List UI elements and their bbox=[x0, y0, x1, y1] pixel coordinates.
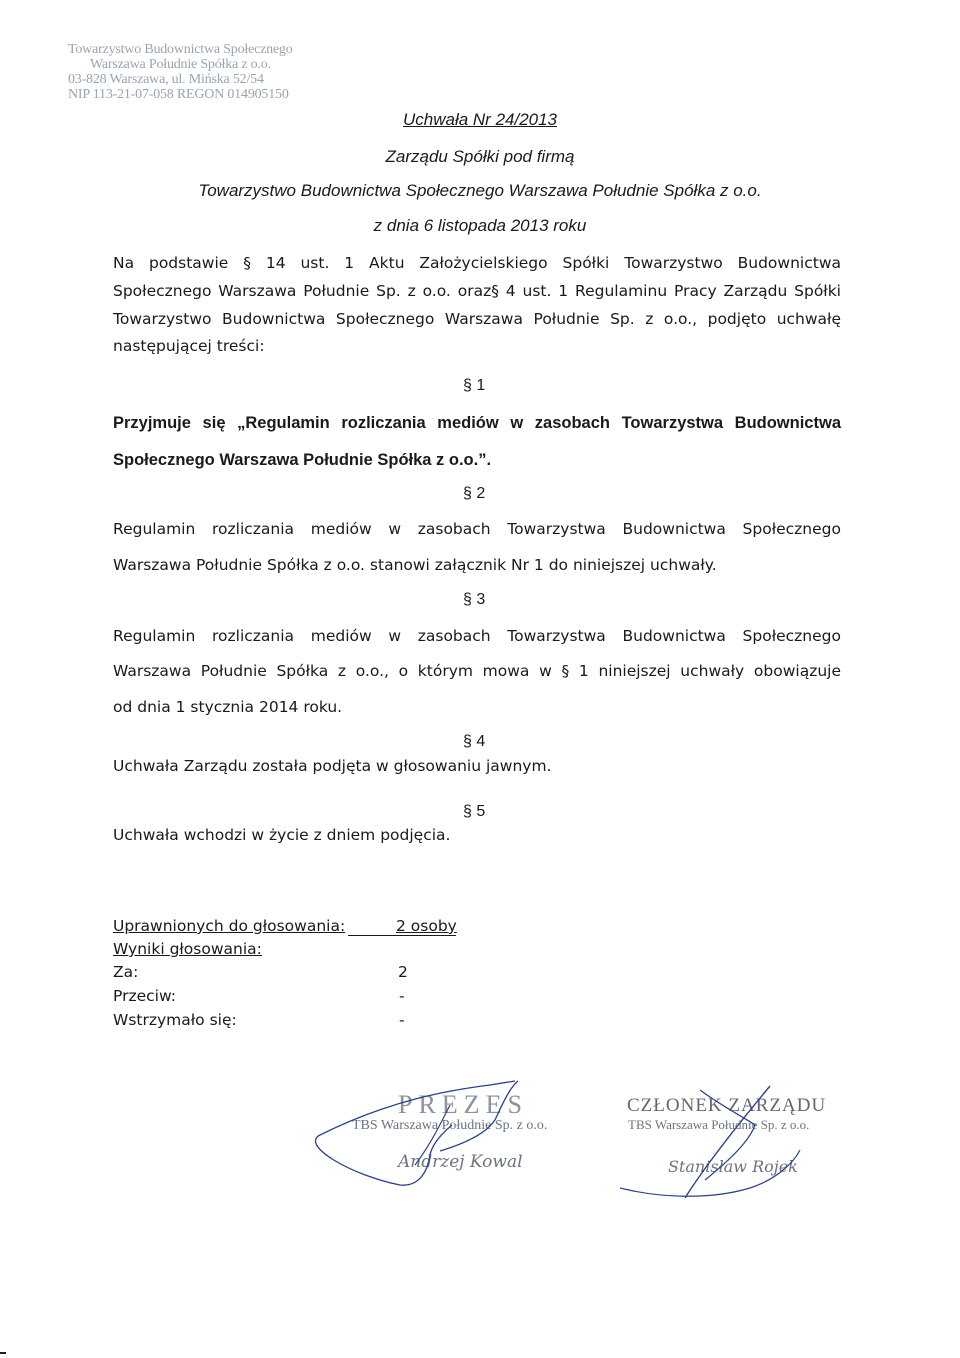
section-2-text: Warszawa Południe Spółka z o.o. stanowi załącznik Nr 1 do niniejszej uchwały. bbox=[113, 556, 717, 574]
eligible-underline bbox=[348, 935, 456, 936]
signature-name: Andrzej Kowal bbox=[398, 1152, 523, 1172]
company-line: Towarzystwo Budownictwa Społecznego Warszawa Południe Spółka z o.o. bbox=[198, 181, 762, 200]
section-1-text: Przyjmuje się „Regulamin rozliczania mediów w zasobach Towarzystwa Budownictwa bbox=[113, 414, 841, 432]
signature-name: Stanisław Rojek bbox=[668, 1157, 798, 1176]
company-stamp bbox=[68, 42, 293, 102]
eligible-value: 2 osoby bbox=[396, 917, 457, 935]
stamp-line: NIP 113-21-07-058 REGON 014905150 bbox=[68, 87, 289, 102]
signature-company: TBS Warszawa Południe Sp. z o.o. bbox=[628, 1117, 810, 1132]
section-heading: § 1 bbox=[463, 377, 486, 394]
section-heading: § 4 bbox=[463, 733, 486, 750]
vote-value: - bbox=[399, 987, 405, 1005]
section-2-text: Regulamin rozliczania mediów w zasobach Towarzystwa Budownictwa Społecznego bbox=[113, 520, 841, 538]
signature-role: PREZES bbox=[398, 1090, 528, 1119]
stamp-line: Warszawa Południe Spółka z o.o. bbox=[90, 57, 271, 72]
section-4-text: Uchwała Zarządu została podjęta w głosowaniu jawnym. bbox=[113, 757, 552, 775]
section-3-text: Warszawa Południe Spółka z o.o., o którym mowa w § 1 niniejszej uchwały obowiązuje bbox=[113, 662, 841, 680]
preamble-line: następującej treści: bbox=[113, 337, 265, 355]
vote-value: 2 bbox=[398, 963, 408, 981]
vote-label: Przeciw: bbox=[113, 987, 176, 1005]
section-3-text: Regulamin rozliczania mediów w zasobach Towarzystwa Budownictwa Społecznego bbox=[113, 627, 841, 645]
eligible-label: Uprawnionych do głosowania: bbox=[113, 917, 346, 935]
handwritten-signature-left bbox=[290, 1075, 530, 1190]
stamp-line: 03-828 Warszawa, ul. Mińska 52/54 bbox=[68, 72, 264, 87]
section-3-text: od dnia 1 stycznia 2014 roku. bbox=[113, 698, 343, 716]
board-line: Zarządu Spółki pod firmą bbox=[385, 147, 575, 166]
vote-value: - bbox=[399, 1011, 405, 1029]
signature-company: TBS Warszawa Południe Sp. z o.o. bbox=[352, 1118, 548, 1133]
preamble-line: Społecznego Warszawa Południe Sp. z o.o. oraz§ 4 ust. 1 Regulaminu Pracy Zarządu Spółki bbox=[113, 282, 841, 300]
section-heading: § 2 bbox=[463, 485, 486, 502]
stamp-line: Towarzystwo Budownictwa Społecznego bbox=[68, 42, 293, 57]
section-5-text: Uchwała wchodzi w życie z dniem podjęcia. bbox=[113, 826, 451, 844]
vote-label: Za: bbox=[113, 963, 139, 981]
section-heading: § 5 bbox=[463, 803, 486, 820]
resolution-title: Uchwała Nr 24/2013 bbox=[402, 110, 558, 129]
preamble-line: Na podstawie § 14 ust. 1 Aktu Założycielskiego Spółki Towarzystwo Budownictwa bbox=[113, 254, 841, 272]
margin-mark bbox=[0, 1352, 6, 1354]
handwritten-signature-right bbox=[620, 1080, 820, 1205]
preamble-line: Towarzystwo Budownictwa Społecznego Warszawa Południe Sp. z o.o., podjęto uchwałę bbox=[113, 310, 841, 328]
vote-label: Wstrzymało się: bbox=[113, 1011, 237, 1029]
date-line: z dnia 6 listopada 2013 roku bbox=[373, 216, 587, 235]
signature-role: CZŁONEK ZARZĄDU bbox=[627, 1095, 827, 1116]
section-heading: § 3 bbox=[463, 591, 486, 608]
section-1-text: Społecznego Warszawa Południe Spółka z o.o.”. bbox=[113, 451, 492, 469]
results-label: Wyniki głosowania: bbox=[113, 940, 262, 958]
